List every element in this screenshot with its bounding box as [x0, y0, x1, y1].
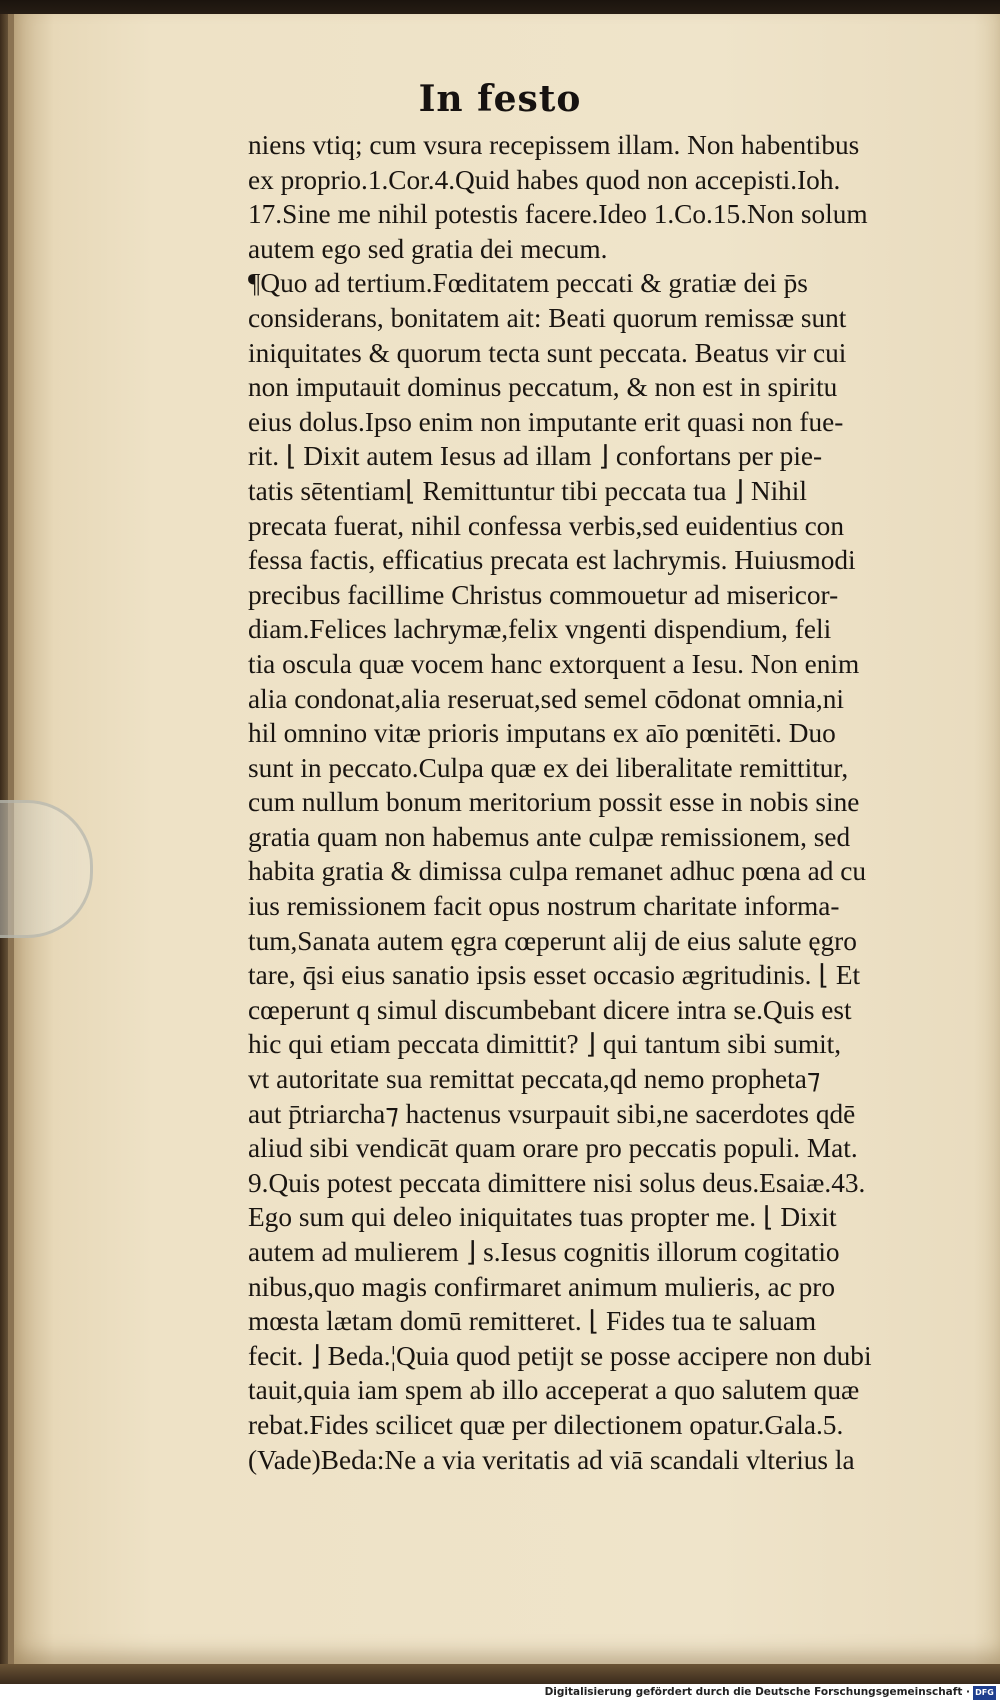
text-line: autem ego sed gratia dei mecum.: [248, 232, 608, 264]
text-line: aut p̄triarcha⁊ hactenus vsurpauit sibi,ne sacerdotes qdē: [248, 1097, 856, 1129]
text-line: considerans, bonitatem ait: Beati quorum remissæ sunt: [248, 301, 847, 333]
text-line: precibus facillime Christus commouetur ad misericor-: [248, 578, 839, 610]
text-line: gratia quam non habemus ante culpæ remissionem, sed: [248, 820, 851, 852]
text-line: iniquitates & quorum tecta sunt peccata. Beatus vir cui: [248, 336, 847, 368]
text-line: 17.Sine me nihil potestis facere.Ideo 1.Co.15.Non solum: [248, 198, 868, 230]
text-line: habita gratia & dimissa culpa remanet adhuc pœna ad cu: [248, 855, 866, 887]
text-line: eius dolus.Ipso enim non imputante erit quasi non fue-: [248, 405, 844, 437]
text-line: mœsta lætam domū remitteret. ⌊ Fides tua te saluam: [248, 1305, 817, 1337]
text-line: tia oscula quæ vocem hanc extorquent a Iesu. Non enim: [248, 647, 860, 679]
text-line: rit. ⌊ Dixit autem Iesus ad illam ⌋ confortans per pie-: [248, 440, 823, 472]
text-line: fessa factis, efficatius precata est lachrymis. Huiusmodi: [248, 544, 856, 576]
running-header: In festo: [418, 78, 582, 120]
text-line: tatis sētentiam⌊ Remittuntur tibi peccata tua ⌋ Nihil: [248, 474, 807, 506]
text-line: aliud sibi vendicāt quam orare pro peccatis populi. Mat.: [248, 1132, 858, 1164]
text-line: rebat.Fides scilicet quæ per dilectionem opatur.Gala.5.: [248, 1408, 844, 1440]
text-line: fecit. ⌋ Beda.¦Quia quod petijt se posse accipere non dubi: [248, 1339, 872, 1371]
text-line: ¶Quo ad tertium.Fœditatem peccati & gratiæ dei p̄s: [248, 267, 808, 299]
text-line: diam.Felices lachrymæ,felix vngenti dispendium, feli: [248, 613, 832, 645]
text-line: vt autoritate sua remittat peccata,qd nemo propheta⁊: [248, 1063, 821, 1095]
text-line: non imputauit dominus peccatum, & non est in spiritu: [248, 371, 838, 403]
page-body-text: [248, 128, 958, 1477]
text-line: sunt in peccato.Culpa quæ ex dei liberalitate remittitur,: [248, 751, 849, 783]
text-line: precata fuerat, nihil confessa verbis,sed euidentius con: [248, 509, 845, 541]
text-line: alia condonat,alia reseruat,sed semel cōdonat omnia,ni: [248, 682, 845, 714]
text-line: ius remissionem facit opus nostrum charitate informa-: [248, 890, 840, 922]
footer-bar: [0, 1684, 1000, 1703]
text-line: ex proprio.1.Cor.4.Quid habes quod non accepisti.Ioh.: [248, 163, 841, 195]
text-line: tauit,quia iam spem ab illo acceperat a quo salutem quæ: [248, 1374, 860, 1406]
text-line: 9.Quis potest peccata dimittere nisi solus deus.Esaiæ.43.: [248, 1166, 866, 1198]
text-line: nibus,quo magis confirmaret animum mulieris, ac pro: [248, 1270, 835, 1302]
text-line: Ego sum qui deleo iniquitates tuas propter me. ⌊ Dixit: [248, 1201, 837, 1233]
text-line: autem ad mulierem ⌋ s.Iesus cognitis illorum cogitatio: [248, 1236, 840, 1267]
text-line: cum nullum bonum meritorium possit esse in nobis sine: [248, 786, 860, 818]
scan-bottom-shadow: [0, 1664, 1000, 1684]
text-line: cœperunt q simul discumbebant dicere intra se.Quis est: [248, 993, 852, 1025]
text-line: niens vtiq; cum vsura recepissem illam. Non habentibus: [248, 129, 860, 160]
dfg-logo-icon: DFG: [973, 1686, 996, 1700]
text-line: hic qui etiam peccata dimittit? ⌋ qui tantum sibi sumit,: [248, 1028, 842, 1060]
text-line: hil omnino vitæ prioris imputans ex aīo pœnitēti. Duo: [248, 717, 836, 749]
text-line: tare, q̄si eius sanatio ipsis esset occasio ægritudinis. ⌊ Et: [248, 959, 861, 991]
footer-credit: Digitalisierung gefördert durch die Deutsche Forschungsgemeinschaft ·: [544, 1686, 970, 1698]
text-line: (Vade)Beda:Ne a via veritatis ad viā scandali vlterius la: [248, 1443, 855, 1475]
text-line: tum,Sanata autem ęgra cœperunt alij de eius salute ęgro: [248, 924, 857, 956]
